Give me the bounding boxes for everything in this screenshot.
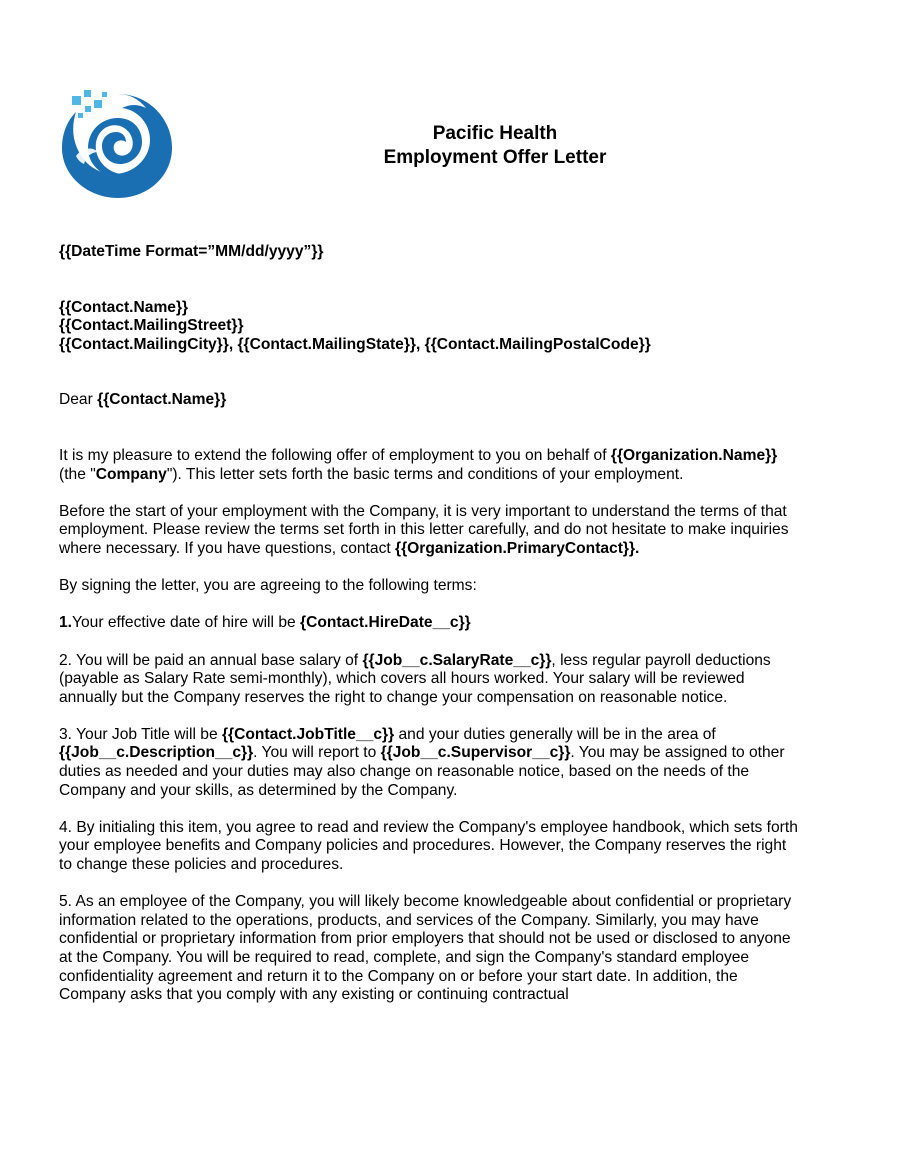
wave-logo-icon xyxy=(58,86,176,200)
intro-text-3: "). This letter sets forth the basic terms and conditions of your employment. xyxy=(166,465,684,483)
job-description-field: {{Job__c.Description__c}} xyxy=(59,744,254,762)
letter-header xyxy=(300,122,690,170)
address-street: {{Contact.MailingStreet}} xyxy=(59,317,244,335)
intro-text-1: It is my pleasure to extend the following offer of employment to you on behalf of xyxy=(59,446,611,464)
recipient-address xyxy=(59,299,799,355)
intro-text-2: (the " xyxy=(59,465,96,483)
hire-date-field: {Contact.HireDate__c}} xyxy=(300,614,471,632)
signing-paragraph: By signing the letter, you are agreeing to the following terms: xyxy=(59,577,477,595)
intro-paragraph xyxy=(59,447,799,484)
primary-contact-field: {{Organization.PrimaryContact}}. xyxy=(395,539,640,557)
greeting xyxy=(59,391,799,410)
term-1 xyxy=(59,614,799,633)
before-text: Before the start of your employment with the Company, it is very important to understand the terms of that employment. Please review the terms set forth in this letter carefully, and do not hesitate to make inquiries where necessary. If you have questions, contact xyxy=(59,502,789,557)
salary-rate-field: {{Job__c.SalaryRate__c}} xyxy=(362,651,552,669)
term-5: 5. As an employee of the Company, you will likely become knowledgeable about confidential or proprietary information related to the operations, products, and services of the Company. Similarly, you may have confidential or proprietary information from prior employers that should not be used or disclosed to anyone at the Company. You will be required to read, complete, and sign the Company's standard employee confidentiality agreement and return it to the Company on or before your start date. In addition, the Company asks that you comply with any existing or continuing contractual xyxy=(59,893,792,1004)
term-3-text-3: . You will report to xyxy=(253,744,381,762)
supervisor-field: {{Job__c.Supervisor__c}} xyxy=(380,744,571,762)
term-2 xyxy=(59,652,799,708)
term-3-text-4: . You may be assigned to other duties as needed and your duties may also change on reasonable notice, based on the needs of the Company and your skills, as determined by the Company. xyxy=(59,744,785,799)
company-term: Company xyxy=(95,465,167,483)
before-paragraph xyxy=(59,503,799,559)
letter-body xyxy=(59,243,799,1023)
address-name: {{Contact.Name}} xyxy=(59,298,189,316)
term-3-text-1: 3. Your Job Title will be xyxy=(59,725,222,743)
term-4: 4. By initialing this item, you agree to read and review the Company's employee handbook, which sets forth your employee benefits and Company policies and procedures. However, the Company reserves the right to change these policies and procedures. xyxy=(59,818,798,874)
term-2-text-1: 2. You will be paid an annual base salary of xyxy=(59,651,363,669)
address-city-state-zip: {{Contact.MailingCity}}, {{Contact.MailingState}}, {{Contact.MailingPostalCode}} xyxy=(59,335,651,353)
organization-name-field: {{Organization.Name}} xyxy=(610,446,778,464)
letter-title: Employment Offer Letter xyxy=(383,147,607,168)
term-3 xyxy=(59,726,799,800)
date-field: {{DateTime Format=”MM/dd/yyyy”}} xyxy=(59,243,324,260)
term-1-text: Your effective date of hire will be xyxy=(72,614,300,632)
greeting-name: {{Contact.Name}} xyxy=(97,391,227,409)
greeting-prefix: Dear xyxy=(59,391,98,409)
term-2-text-2: , less regular payroll deductions (payable as Salary Rate semi-monthly), which covers all hours worked. Your salary will be reviewed annually but the Company reserves the right to change your compensation on reasonable notice. xyxy=(59,651,771,706)
term-3-text-2: and your duties generally will be in the area of xyxy=(394,725,716,743)
job-title-field: {{Contact.JobTitle__c}} xyxy=(221,725,395,743)
term-1-number: 1. xyxy=(59,614,73,632)
company-name: Pacific Health xyxy=(432,123,558,144)
